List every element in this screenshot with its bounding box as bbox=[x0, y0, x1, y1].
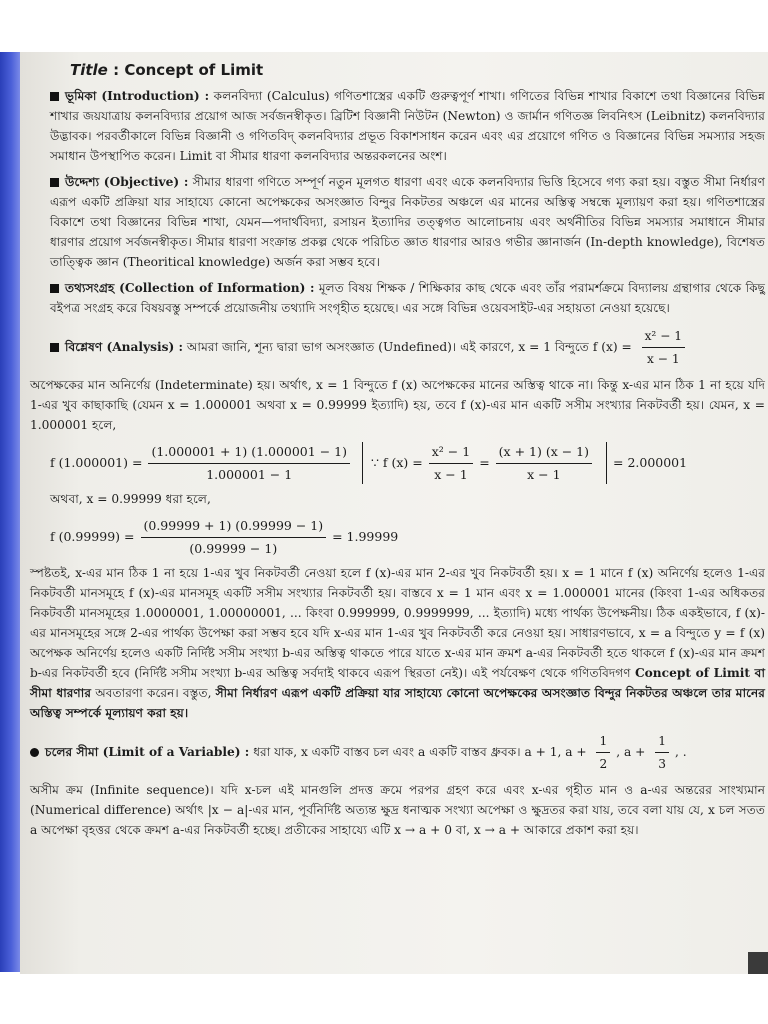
top-margin bbox=[0, 0, 768, 52]
variable-limit-intro bbox=[30, 731, 765, 774]
collection-heading: তথ্যসংগ্রহ (Collection of Information) : bbox=[65, 281, 315, 295]
eq2-lhs: f (0.99999) = bbox=[50, 529, 135, 544]
fraction-denominator: x − 1 bbox=[647, 352, 680, 366]
title-label: Title bbox=[70, 61, 108, 79]
variable-tail: , . bbox=[675, 745, 687, 759]
objective-section bbox=[30, 172, 765, 272]
eq1-since-denominator: x − 1 bbox=[434, 466, 468, 482]
eq2-fraction bbox=[141, 516, 327, 559]
eq1-denominator: 1.000001 − 1 bbox=[206, 466, 293, 482]
round-bullet-icon bbox=[30, 748, 39, 757]
objective-body: সীমার ধারণা গণিতে সম্পূর্ণ নতুন মূলগত ধারণা এবং একে কলনবিদ্যার ভিত্তি হিসেবে গণ্য করা হয়। বস্তুত সীমা নির্ধারণ এরূপ একটি প্রক্রিয়া যার সাহায্যে কোনো অপেক্ষকের অসংজ্ঞাত বিন্দুর নিকটতর অঞ্চলে এর মানের অস্তিত্ব সম্বন্ধে মূল্যায়ণ করা হয়। গণিতশাস্ত্রের বিকাশে তথা বিজ্ঞানের বিভিন্ন শাখা, যেমন—পদার্থবিদ্যা, রসায়ন ইত্যাদির তত্ত্বগত আলোচনায় এবং অর্থনীতির বিভিন্ন সমস্যার সমাধানে সীমার ধারণার প্রয়োগ সর্বজনস্বীকৃত। সীমার ধারণা সংক্রান্ত প্রকল্প থেকে পরিচিত জ্ঞাত ধারণার আরও গভীর জ্ঞানার্জন (In-depth knowledge), বিশেষত তাত্ত্বিক জ্ঞান (Theoritical knowledge) অর্জন করা সম্ভব হবে। bbox=[50, 175, 765, 269]
concept-of-limit-bold: Concept of Limit বা সীমা ধারণার bbox=[30, 666, 765, 700]
analysis-heading: বিশ্লেষণ (Analysis) : bbox=[65, 340, 184, 354]
document-page bbox=[20, 52, 768, 974]
eq2-numerator: (0.99999 + 1) (0.99999 − 1) bbox=[141, 516, 327, 538]
eq2-result: = 1.99999 bbox=[332, 529, 399, 544]
or-line: অথবা, x = 0.99999 ধরা হলে, bbox=[50, 492, 211, 506]
analysis-intro bbox=[30, 326, 765, 369]
eq1-factored-numerator: (x + 1) (x − 1) bbox=[496, 442, 592, 464]
third-numerator: 1 bbox=[655, 731, 669, 753]
eq1-since-bracket bbox=[362, 442, 607, 484]
after-concept-text: অবতারণা করেন। বস্তুত, bbox=[95, 686, 212, 700]
eq1-fraction bbox=[148, 442, 350, 485]
half-denominator: 2 bbox=[599, 757, 608, 771]
variable-limit-section bbox=[30, 731, 765, 840]
variable-paragraph: অসীম ক্রম (Infinite sequence)। যদি x-চল এই মানগুলি প্রদত্ত ক্রমে পরপর গ্রহণ করে এবং x-এর গৃহীত মান ও a-এর অন্তরের সাংখ্যমান (Numerical difference) অর্থাৎ |x − a|-এর মান, পূর্বনির্দিষ্ট অত্যন্ত ক্ষুদ্র ধনাত্মক সংখ্যা অপেক্ষা ও ক্ষুদ্রতর করা যায়, তবে বলা যায় যে, x চল সতত a অপেক্ষা বৃহত্তর থেকে ক্রমশ a-এর নিকটবর্তী হচ্ছে। প্রতীকের সাহায্যে এটি x → a + 0 বা, x → a + আকারে প্রকাশ করা হয়। bbox=[30, 783, 765, 837]
eq1-since-fraction bbox=[429, 442, 473, 485]
eq1-factored-fraction bbox=[496, 442, 592, 485]
eq1-equals: = bbox=[479, 455, 490, 470]
analysis-paragraph: অপেক্ষকের মান অনির্ণেয় (Indeterminate) হয়। অর্থাৎ, x = 1 বিন্দুতে f (x) অপেক্ষকের মানের অস্তিত্ব থাকে না। কিন্তু x-এর মান ঠিক 1 না হয়ে যদি 1-এর খুব কাছাকাছি (যেমন x = 1.000001 অথবা x = 0.99999 ইত্যাদি) হয়, তবে f (x)-এর মান একটি সসীম সংখ্যার নিকটবর্তী হয়। যেমন, x = 1.000001 হলে, bbox=[30, 378, 765, 432]
function-fraction bbox=[642, 326, 685, 369]
conclusion-text: স্পষ্টতই, x-এর মান ঠিক 1 না হয়ে 1-এর খুব নিকটবর্তী নেওয়া হলে f (x)-এর মান 2-এর খুব নিকটবর্তী হয়। x = 1 মানে f (x) অনির্ণেয় হলেও 1-এর নিকটবর্তী মানসমূহে f (x)-এর মানসমূহ একটি সসীম সংখ্যার নিকটবর্তী হয়। বাস্তবে x = 1 মান এবং x = 1.000001 মানের (কিংবা 1-এর অধিকতর নিকটবর্তী মানসমূহের 1.0000001, 1.00000001, ... কিংবা 0.999999, 0.9999999, ... ইত্যাদি) মধ্যে পার্থক্য উপেক্ষনীয়। ঠিক একইভাবে, f (x)-এর মানসমূহের সঙ্গে 2-এর পার্থক্য উপেক্ষা করা সম্ভব হবে যদি x-এর মান 1-এর খুব নিকটবর্তী করে নেওয়া হয়। সাধারণভাবে, x = a বিন্দুতে y = f (x) অপেক্ষক অনির্ণেয় হলেও একটি নির্দিষ্ট সসীম সংখ্যা b-এর অস্তিত্ব থাকতে পারে যাতে x-এর মান ক্রমশ a-এর নিকটবর্তী হতে থাকলে f (x)-এর মান ক্রমশ b-এর নিকটবর্তী হবে (নির্দিষ্ট সসীম সংখ্যা b-এর অস্তিত্ব সর্বদাই থাকবে এরূপ স্থিরতা নেই)। এই পর্যবেক্ষণ থেকে গণিতবিদগণ bbox=[30, 566, 765, 680]
title-text: Concept of Limit bbox=[124, 61, 264, 79]
square-bullet-icon bbox=[50, 284, 59, 293]
eq1-lhs: f (1.000001) = bbox=[50, 455, 143, 470]
square-bullet-icon bbox=[50, 178, 59, 187]
variable-mid: , a + bbox=[616, 745, 646, 759]
third-denominator: 3 bbox=[658, 757, 666, 771]
page-corner-mark bbox=[748, 952, 768, 974]
fraction-numerator: x² − 1 bbox=[642, 326, 685, 348]
page-content bbox=[30, 60, 765, 846]
eq1-factored-denominator: x − 1 bbox=[527, 466, 561, 482]
eq1-since: ∵ f (x) = bbox=[370, 455, 423, 470]
variable-line-1: ধরা যাক, x একটি বাস্তব চল এবং a একটি বাস্তব ধ্রুবক। a + 1, a + bbox=[253, 745, 587, 759]
title-colon: : bbox=[107, 61, 125, 79]
square-bullet-icon bbox=[50, 92, 59, 101]
eq1-result: = 2.000001 bbox=[613, 455, 688, 470]
book-binding bbox=[0, 52, 20, 972]
eq1-numerator: (1.000001 + 1) (1.000001 − 1) bbox=[148, 442, 350, 464]
objective-heading: উদ্দেশ্য (Objective) : bbox=[65, 175, 189, 189]
introduction-heading: ভূমিকা (Introduction) : bbox=[65, 89, 210, 103]
introduction-section bbox=[30, 86, 765, 166]
eq2-denominator: (0.99999 − 1) bbox=[189, 540, 278, 556]
equation-2 bbox=[50, 515, 765, 559]
variable-limit-heading: চলের সীমা (Limit of a Variable) : bbox=[45, 745, 250, 759]
analysis-section bbox=[30, 326, 765, 723]
bottom-margin bbox=[0, 975, 768, 1024]
analysis-line-1: আমরা জানি, শূন্য দ্বারা ভাগ অসংজ্ঞাত (Undefined)। এই কারণে, x = 1 বিন্দুতে f (x) = bbox=[186, 340, 632, 354]
introduction-body: কলনবিদ্যা (Calculus) গণিতশাস্ত্রের একটি গুরুত্বপূর্ণ শাখা। গণিতের বিভিন্ন শাখার বিকাশে তথা বিজ্ঞানের বিভিন্ন শাখার জয়যাত্রায় কলনবিদ্যার প্রয়োগ আজ সর্বজনস্বীকৃত। ব্রিটিশ বিজ্ঞানী নিউটন (Newton) ও জার্মান গণিতজ্ঞ লিবনিৎস (Leibnitz) কলনবিদ্যার উদ্ভাবক। পরবর্তীকালে বিভিন্ন বিজ্ঞানী ও গণিতবিদ্ কলনবিদ্যার প্রভূত বিকাশসাধন করেন এবং এর প্রয়োগে গণিত ও বিজ্ঞানের বিভিন্ন সমস্যার সহজ সমাধান উপস্থাপিত করেন। Limit বা সীমার ধারণা কলনবিদ্যার অন্তরকলনের অংশ। bbox=[50, 89, 766, 163]
third-fraction bbox=[655, 731, 669, 774]
equation-1 bbox=[50, 441, 765, 485]
page-title bbox=[70, 60, 765, 80]
half-numerator: 1 bbox=[596, 731, 610, 753]
collection-body: মূলত বিষয় শিক্ষক / শিক্ষিকার কাছ থেকে এবং তাঁর পরামর্শক্রমে বিদ্যালয় গ্রন্থাগার থেকে কিছু বইপত্র সংগ্রহ করে বিষয়বস্তু সম্পর্কে প্রয়োজনীয় তথ্যাদি সংগৃহীত হয়েছে। এর সঙ্গে বিভিন্ন ওয়েবসাইট-এর সহায়তা নেওয়া হয়েছে। bbox=[50, 281, 766, 315]
half-fraction bbox=[596, 731, 610, 774]
square-bullet-icon bbox=[50, 343, 59, 352]
limit-definition-bold: সীমা নির্ধারণ এরূপ একটি প্রক্রিয়া যার সাহায্যে কোনো অপেক্ষকের অসংজ্ঞাত বিন্দুর নিকটতর অঞ্চলে তার মানের অস্তিত্ব সম্পর্কে মূল্যায়ণ করা হয়। bbox=[30, 686, 765, 720]
collection-section bbox=[30, 278, 765, 318]
eq1-since-numerator: x² − 1 bbox=[429, 442, 473, 464]
analysis-conclusion bbox=[30, 563, 765, 723]
